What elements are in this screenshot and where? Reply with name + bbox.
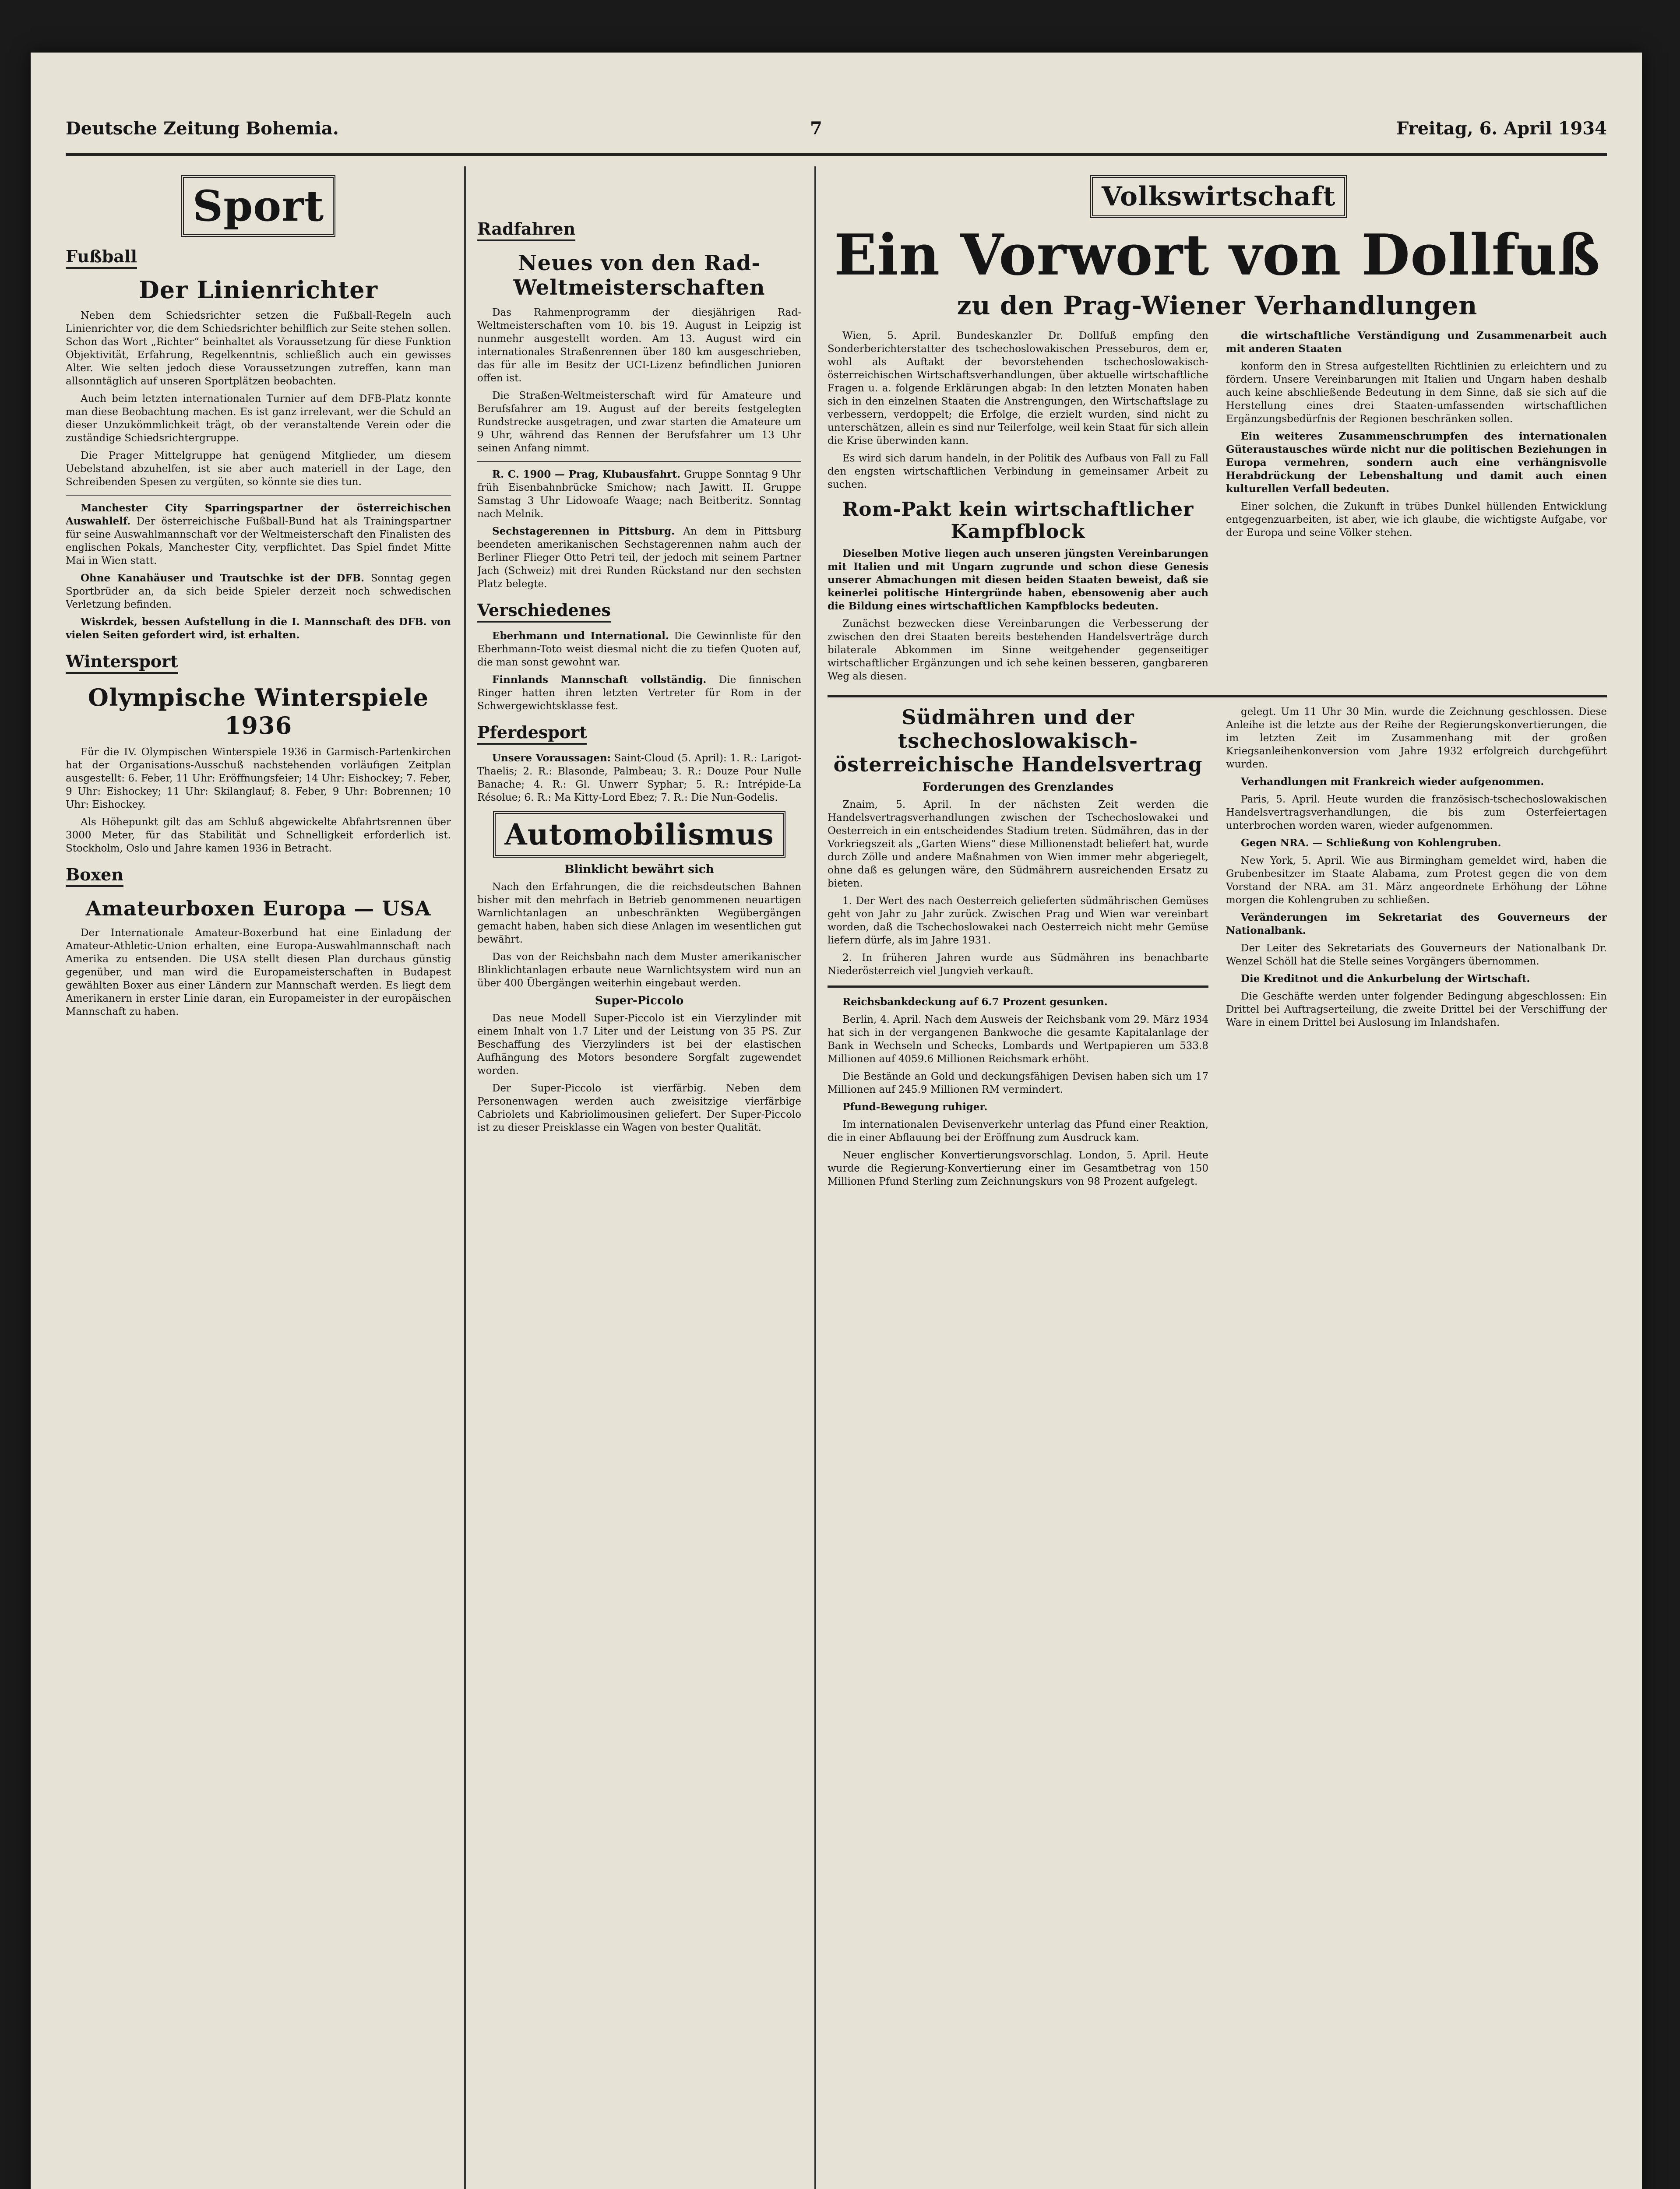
article-paragraph: Neuer englischer Konvertierungsvorschlag. London, 5. April. Heute wurde die Regierung-Konvertierung einer im Gesamtbetrag von 150 Millionen Pfund Sterling zum Zeichnungskurs von 98 Prozent aufgelegt.	[828, 1150, 1208, 1187]
article-paragraph: Der Super-Piccolo ist vierfärbig. Neben dem Personenwagen werden auch zweisitzige vierfärbige Cabriolets und Kabriolimousinen geliefert. Der Super-Piccolo ist zu dieser Preisklasse ein Wagen von bester Qualität.	[477, 1083, 801, 1133]
article-paragraph: Die Bestände an Gold und deckungsfähigen Devisen haben sich um 17 Millionen auf 245.9 Millionen RM vermindert.	[828, 1071, 1208, 1095]
divider	[66, 495, 451, 496]
article-paragraph: Znaim, 5. April. In der nächsten Zeit werden die Handelsvertragsverhandlungen zwischen der Tschechoslowakei und Oesterreich in ein entscheidendes Stadium treten. Südmähren, das in der Vorkriegszeit als „Garten Wiens“ diese Millionenstadt beliefert hat, wurde durch Zölle und andere Maßnahmen von Wien immer mehr abgeriegelt, ohne daß es gelungen wäre, den Südmährern ausreichenden Ersatz zu bieten.	[828, 799, 1208, 889]
article-paragraph: 1. Der Wert des nach Oesterreich gelieferten südmährischen Gemüses geht von Jahr zu Jahr zurück. Zwischen Prag und Wien war vereinbart worden, daß die Tschechoslowakei nach Oesterreich nicht mehr Gemüse liefern dürfe, als im Jahre 1931.	[828, 895, 1208, 946]
article-title: Der Linienrichter	[138, 276, 378, 304]
article-bold: die wirtschaftliche Verständigung und Zusammenarbeit auch mit anderen Staaten	[1226, 330, 1607, 355]
article-subhead: Super-Piccolo	[595, 994, 684, 1007]
article-paragraph: New York, 5. April. Wie aus Birmingham gemeldet wird, haben die Grubenbesitzer im Staate Alabama, zum Protest gegen die von dem Vorstand der NRA. am 31. März angeordnete Erhöhung der Löhne morgen die Kohlengruben zu schließen.	[1226, 855, 1607, 906]
column-sport	[66, 166, 451, 2189]
volkswirtschaft-masthead: Volkswirtschaft	[1090, 175, 1347, 218]
suedmaehren-column	[828, 705, 1208, 1193]
divider	[828, 695, 1607, 697]
article-paragraph: konform den in Stresa aufgestellten Richtlinien zu erleichtern und zu fördern. Unsere Vereinbarungen mit Italien und Ungarn haben deshalb auch keine abschließende Bedeutung in dem Sinne, daß sie sich auf die Herstellung eines drei Staaten-umfassenden wirtschaftlichen Ergänzungsbedürfnis der Regionen beschränken sollen.	[1226, 361, 1607, 425]
divider	[828, 985, 1208, 988]
article-bold: Pfund-Bewegung ruhiger.	[842, 1101, 988, 1113]
article-lead: Dieselben Motive liegen auch unseren jüngsten Vereinbarungen mit Italien und mit Ungarn zugrunde und schon diese Genesis unserer Abmachungen mit diesen beiden Staaten beweist, daß sie keinerlei politische Hintergründe haben, ebensowenig aber auch die Bildung eines wirtschaftlichen Kampfblocks bedeuten.	[828, 548, 1208, 612]
notice-heading: Ohne Kanahäuser und Trautschke ist der DFB.	[81, 572, 365, 584]
column-volkswirtschaft	[828, 166, 1607, 2189]
column-sport-2	[477, 166, 801, 2189]
notice-text: Sonntag gegen Sportbrüder an, da sich beide Spieler derzeit noch schwedischen Verletzung befinden.	[66, 573, 451, 610]
notice-heading: Manchester City Sparringspartner der österreichischen Auswahlelf.	[66, 502, 451, 527]
automobilismus-masthead: Automobilismus	[493, 811, 785, 858]
article-subhead: Blinklicht bewährt sich	[564, 863, 714, 876]
section-label-fussball: Fußball	[66, 246, 137, 269]
article-bold: Gegen NRA. — Schließung von Kohlengruben.	[1241, 837, 1501, 849]
article-bold: Verhandlungen mit Frankreich wieder aufgenommen.	[1241, 776, 1544, 788]
article-title: Rom-Pakt kein wirtschaftlicher Kampfblock	[842, 498, 1194, 543]
notice-text: Gruppe Sonntag 9 Uhr früh Eisenbahnbrücke Smichow; nach Jawitt. II. Gruppe Samstag 3 Uhr Lidowoafe Waage; nach Beitberitz. Sonntag nach Melnik.	[477, 469, 801, 520]
notice-heading: Unsere Voraussagen:	[492, 752, 611, 764]
article-title: Olympische Winterspiele 1936	[88, 683, 429, 739]
article-bold: Die Kreditnot und die Ankurbelung der Wirtschaft.	[1241, 973, 1530, 985]
article-paragraph: Im internationalen Devisenverkehr unterlag das Pfund einer Reaktion, die in einer Abflauung bei der Eröffnung zum Ausdruck kam.	[828, 1119, 1208, 1144]
column-rule	[814, 166, 816, 2189]
divider	[477, 461, 801, 462]
header-rule	[66, 153, 1607, 156]
lead-right-column	[1226, 329, 1607, 687]
article-paragraph: Die Prager Mittelgruppe hat genügend Mitglieder, um diesem Uebelstand abzuhelfen, ist sie aber auch materiell in der Lage, den Schreibenden Spesen zu vergüten, so könnte sie dies tun.	[66, 450, 451, 488]
notice-heading: Finnlands Mannschaft vollständig.	[492, 674, 707, 686]
article-paragraph: Wien, 5. April. Bundeskanzler Dr. Dollfuß empfing den Sonderberichterstatter des tschechoslowakischen Presseburos, dem er, wohl als Auftakt der bevorstehenden tschechoslowakisch-österreichischen Wirtschaftsverhandlungen, über aktuelle wirtschaftliche Fragen u. a. folgende Erklärungen abgab: In den letzten Monaten haben sich in den einzelnen Staaten die Anstrengungen, den Wirtschaftslage zu verbessern, verdoppelt; die Erfolge, die erzielt wurden, sind nicht zu unterschätzen, allein es sind nur Teilerfolge, weil kein Staat für sich allein die Krise überwinden kann.	[828, 330, 1208, 447]
article-paragraph: Das von der Reichsbahn nach dem Muster amerikanischer Blinklichtanlagen erbaute neue Warnlichtsystem wird nun an über 400 Übergängen weiterhin eingebaut werden.	[477, 951, 801, 989]
wirtschaft-notices-column	[1226, 705, 1607, 1193]
article-paragraph: Für die IV. Olympischen Winterspiele 1936 in Garmisch-Partenkirchen hat der Organisations-Ausschuß nachstehenden vorläufigen Zeitplan ausgestellt: 6. Feber, 11 Uhr: Eröffnungsfeier; 14 Uhr: Eishockey; 7. Feber, 9 Uhr: Eishockey; 11 Uhr: Skilanglauf; 8. Feber, 9 Uhr: Bobrennen; 10 Uhr: Eishockey.	[66, 746, 451, 810]
article-paragraph: Der Internationale Amateur-Boxerbund hat eine Einladung der Amateur-Athletic-Union erhalten, eine Europa-Auswahlmannschaft nach Amerika zu entsenden. Die USA stellt diesen Plan durchaus günstig gegenüber, und man wird die Europameisterschaften in Budapest gewählten Boxer aus einer Ländern zur Mannschaft werden. Es liegt dem Amerikanern in erster Linie daran, ein Europameister in der europäischen Mannschaft zu haben.	[66, 927, 451, 1017]
notice-text: Die finnischen Ringer hatten ihren letzten Vertreter für Rom in der Schwergewichtsklasse fest.	[477, 674, 801, 712]
article-paragraph: Zunächst bezwecken diese Vereinbarungen die Verbesserung der zwischen den drei Staaten bereits bestehenden Handelsverträge durch bilaterale Abkommen im Sinne weitgehender gegenseitiger wirtschaftlicher Ergänzungen und ich sehe keinen besseren, gangbareren Weg als diesen.	[828, 618, 1208, 682]
article-title: Südmähren und der tschechoslowakisch-österreichische Handelsvertrag	[833, 705, 1203, 776]
notice-text: Der österreichische Fußball-Bund hat als Trainingspartner für seine Auswahlmannschaft vor der Weltmeisterschaft den Finalisten des englischen Pokals, Manchester City, verpflichtet. Das Spiel findet Mitte Mai in Wien statt.	[66, 516, 451, 567]
lead-subtitle: zu den Prag-Wiener Verhandlungen	[957, 291, 1478, 320]
article-paragraph: Auch beim letzten internationalen Turnier auf dem DFB-Platz konnte man diese Beobachtung machen. Es ist ganz irrelevant, wer die Schuld an dieser Unzukömmlichkeit trägt, ob der veranstaltende Verein oder die zuständige Schiedsrichtergruppe.	[66, 393, 451, 444]
header-page-number: 7	[810, 118, 822, 139]
lead-title: Ein Vorwort von Dollfuß	[834, 222, 1601, 288]
section-label-radfahren: Radfahren	[477, 219, 575, 241]
article-paragraph: Einer solchen, die Zukunft in trübes Dunkel hüllenden Entwicklung entgegenzuarbeiten, ist aber, wie ich glaube, die wichtigste Aufgabe, vor der Europa und seine Völker stehen.	[1226, 501, 1607, 538]
column-rule	[464, 166, 466, 2189]
section-label-boxen: Boxen	[66, 865, 123, 887]
article-paragraph: Die Geschäfte werden unter folgender Bedingung abgeschlossen: Ein Drittel bei Auftragserteilung, die zweite Drittel bei der Verschiffung der Ware in einem Drittel bei Auslosung im Inlandshafen.	[1226, 991, 1607, 1028]
notice-heading: R. C. 1900 — Prag, Klubausfahrt.	[492, 468, 681, 480]
article-bold: Ein weiteres Zusammenschrumpfen des internationalen Güteraustausches würde nicht nur die politischen Beziehungen in Europa vermehren, sondern auch eine verhängnisvolle Herabdrückung der Lebenshaltung und damit auch einen kulturellen Verfall bedeuten.	[1226, 430, 1607, 495]
newspaper-page	[31, 53, 1642, 2189]
header-paper-name: Deutsche Zeitung Bohemia.	[66, 118, 339, 139]
article-paragraph: 2. In früheren Jahren wurde aus Südmähren ins benachbarte Niederösterreich viel Jungvieh verkauft.	[828, 952, 1208, 977]
article-paragraph: Die Straßen-Weltmeisterschaft wird für Amateure und Berufsfahrer am 19. August auf der bereits festgelegten Rundstrecke ausgetragen, und zwar starten die Amateure um 9 Uhr, während das Rennen der Berufsfahrer um 13 Uhr seinen Anfang nimmt.	[477, 390, 801, 454]
notice-text: An dem in Pittsburg beendeten amerikanischen Sechstagerennen nahm auch der Berliner Flieger Otto Petri teil, der jedoch mit seinem Partner Jach (Schweiz) mit drei Runden Rückstand nur den sechsten Platz belegte.	[477, 526, 801, 590]
article-paragraph: gelegt. Um 11 Uhr 30 Min. wurde die Zeichnung geschlossen. Diese Anleihe ist die letzte aus der Reihe der Regierungskonvertierungen, die im letzten Zeit im Zusammenhang mit der großen Kriegsanleihenkonversion vom Jahre 1932 erfolgreich durchgeführt wurden.	[1226, 706, 1607, 770]
sport-masthead: Sport	[181, 175, 335, 237]
notice-heading: Sechstagerennen in Pittsburg.	[492, 525, 675, 537]
notice-text: Die Gewinnliste für den Eberhmann-Toto weist diesmal nicht die zu tiefen Quoten auf, die man sonst gewohnt war.	[477, 630, 801, 668]
article-paragraph: Paris, 5. April. Heute wurden die französisch-tschechoslowakischen Handelsvertragsverhandlungen, die bis zum Osterfeiertagen unterbrochen worden waren, wieder aufgenommen.	[1226, 794, 1607, 831]
lead-left-column	[828, 329, 1208, 687]
article-paragraph: Das Rahmenprogramm der diesjährigen Rad-Weltmeisterschaften vom 10. bis 19. August in Leipzig ist nunmehr ausgestellt worden. Am 13. August wird ein internationales Straßenrennen über 180 km ausgeschrieben, das für alle im Besitz der UCI-Lizenz befindlichen Junioren offen ist.	[477, 307, 801, 384]
section-label-wintersport: Wintersport	[66, 651, 178, 674]
article-paragraph: Das neue Modell Super-Piccolo ist ein Vierzylinder mit einem Inhalt von 1.7 Liter und der Leistung von 35 PS. Zur Beschaffung des Vierzylinders ist bei der elastischen Aufhängung des Motors besondere Sorgfalt zugewendet worden.	[477, 1013, 801, 1077]
article-subhead: Forderungen des Grenzlandes	[922, 781, 1114, 794]
article-paragraph: Als Höhepunkt gilt das am Schluß abgewickelte Abfahrtsrennen über 3000 Meter, für das Stabilität und Schnelligkeit erforderlich ist. Stockholm, Oslo und Jahre kamen 1936 in Betracht.	[66, 816, 451, 854]
article-paragraph: Der Leiter des Sekretariats des Gouverneurs der Nationalbank Dr. Wenzel Schöll hat die Stelle seines Vorgängers übernommen.	[1226, 943, 1607, 967]
article-bold: Veränderungen im Sekretariat des Gouverneurs der Nationalbank.	[1226, 911, 1607, 936]
notice-heading: Eberhmann und International.	[492, 630, 669, 642]
notice-text: Wiskrdek, bessen Aufstellung in die I. Mannschaft des DFB. von vielen Seiten gefordert wird, ist erhalten.	[66, 616, 451, 641]
article-paragraph: Berlin, 4. April. Nach dem Ausweis der Reichsbank vom 29. März 1934 hat sich in der vergangenen Bankwoche die gesamte Kapitalanlage der Bank in Wechseln und Schecks, Lombards und Wertpapieren um 533.8 Millionen auf 4059.6 Millionen Reichsmark erhöht.	[828, 1014, 1208, 1065]
article-title: Amateurboxen Europa — USA	[85, 897, 431, 920]
notice-text: Saint-Cloud (5. April): 1. R.: Larigot-Thaelis; 2. R.: Blasonde, Palmbeau; 3. R.: Douze Pour Nulle Banache; 4. R.: Gl. Unwerr Syphar; 5. R.: Intrépide-La Résolue; 6. R.: Ma Kitty-Lord Ebez; 7. R.: Die Nun-Godelis.	[477, 753, 801, 803]
article-paragraph: Nach den Erfahrungen, die die reichsdeutschen Bahnen bisher mit den mehrfach in Betrieb genommenen neuartigen Warnlichtanlagen an unbeschränkten Wegübergängen gemacht haben, haben sich diese Anlagen im wesentlichen gut bewährt.	[477, 881, 801, 945]
article-paragraph: Es wird sich darum handeln, in der Politik des Aufbaus von Fall zu Fall den engsten wirtschaftlichen Verbindung in gemeinsamer Arbeit zu suchen.	[828, 453, 1208, 490]
section-label-verschiedenes: Verschiedenes	[477, 600, 611, 623]
section-label-pferdesport: Pferdesport	[477, 722, 587, 745]
article-paragraph: Neben dem Schiedsrichter setzen die Fußball-Regeln auch Linienrichter vor, die dem Schiedsrichter behilflich zur Seite stehen sollen. Schon das Wort „Richter“ beinhaltet als Voraussetzung für diese Funktion Objektivität, Erfahrung, Regelkenntnis, schließlich auch ein gewisses Alter. Wie selten jedoch diese Voraussetzungen zutreffen, kann man allsonntäglich auf unseren Sportplätzen beobachten.	[66, 310, 451, 387]
article-bold: Reichsbankdeckung auf 6.7 Prozent gesunken.	[842, 996, 1108, 1008]
article-title: Neues von den Rad-Weltmeisterschaften	[513, 251, 765, 300]
header-date: Freitag, 6. April 1934	[1396, 118, 1607, 139]
